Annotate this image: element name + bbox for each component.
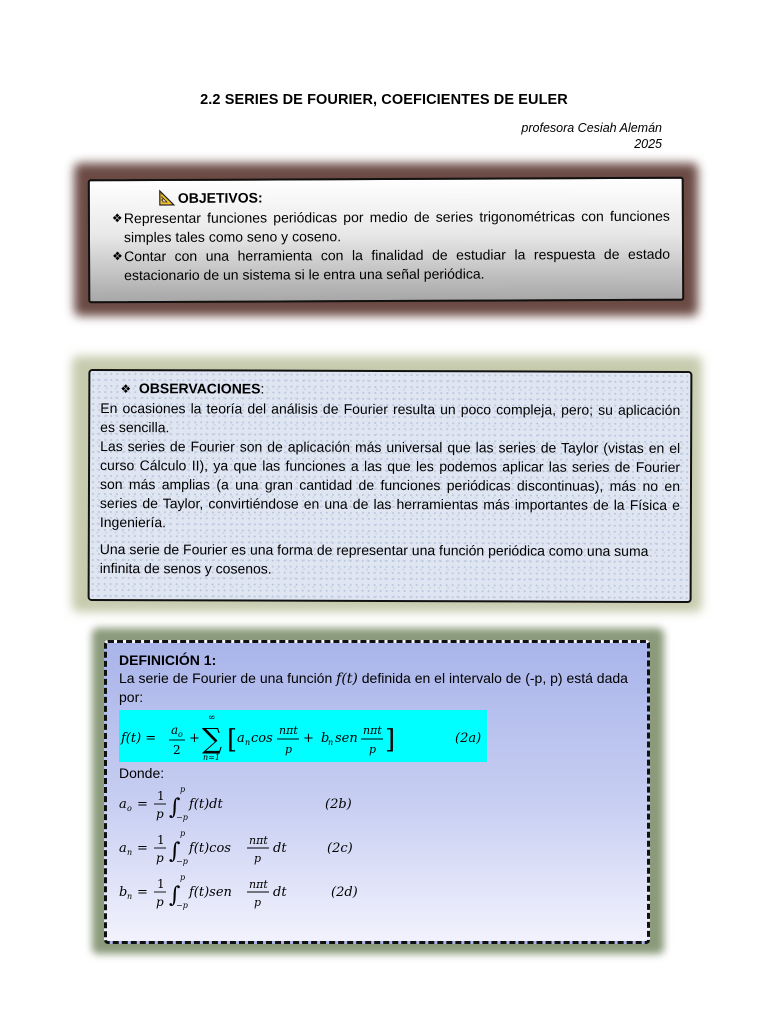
svg-text:p: p <box>156 807 164 821</box>
formula-an <box>119 829 353 866</box>
observaciones-heading: ❖ OBSERVACIONES: <box>120 380 265 397</box>
svg-text:nπt: nπt <box>279 724 298 737</box>
list-item <box>102 245 670 285</box>
svg-text:n: n <box>245 738 251 747</box>
definicion-heading: DEFINICIÓN 1: <box>119 652 217 668</box>
svg-text:p: p <box>156 895 164 909</box>
svg-text:p: p <box>254 852 262 865</box>
objetivos-box <box>88 177 685 304</box>
observaciones-heading-label: OBSERVACIONES <box>138 380 261 397</box>
svg-text:p: p <box>180 873 186 882</box>
svg-text:p: p <box>369 743 377 756</box>
label-2c: (2c) <box>327 841 353 856</box>
svg-text:n=1: n=1 <box>203 753 220 762</box>
formula-bn <box>119 873 358 910</box>
svg-text:2: 2 <box>173 743 181 757</box>
author-block <box>521 120 662 152</box>
svg-text:p: p <box>180 785 186 794</box>
page-title: 2.2 SERIES DE FOURIER, COEFICIENTES DE EULER <box>200 92 568 108</box>
diamond-bullet-icon: ❖ <box>111 211 123 226</box>
coefficient-formulas <box>119 782 637 916</box>
svg-text:nπt: nπt <box>249 878 268 891</box>
svg-text:+: + <box>303 731 314 746</box>
svg-text:=: = <box>137 797 148 812</box>
svg-text:a: a <box>119 841 127 856</box>
definicion-intro <box>119 669 637 706</box>
fourier-series-formula <box>119 710 487 762</box>
intro-function: f(t) <box>336 671 358 687</box>
svg-text:nπt: nπt <box>363 724 382 737</box>
svg-text:n: n <box>127 848 133 857</box>
svg-text:f(t)dt: f(t)dt <box>189 797 223 812</box>
observaciones-paragraph-2: Las series de Fourier son de aplicación más universal que las series de Taylor (vistas en el curso Cálculo II), ya que las funciones a las que les podemos aplicar las series de Fourier son más amplias (a una gran cantidad de funciones periódicas discontinuas), más no en series de Taylor, convirtiéndose en una de las herramientas más importantes de la Física e Ingeniería. <box>99 437 681 531</box>
svg-text:∫: ∫ <box>169 883 181 908</box>
svg-text:b: b <box>321 731 330 746</box>
svg-text:−p: −p <box>176 813 188 822</box>
label-2a: (2a) <box>455 731 482 746</box>
svg-text:sen: sen <box>335 731 358 746</box>
intro-text: La serie de Fourier de una función <box>119 670 337 686</box>
author-name: profesora Cesiah Alemán <box>521 121 662 135</box>
svg-text:1: 1 <box>157 877 165 891</box>
svg-text:f(t)cos: f(t)cos <box>189 841 231 856</box>
svg-text:b: b <box>119 885 128 900</box>
svg-text:1: 1 <box>157 833 165 847</box>
observaciones-paragraph-3: Una serie de Fourier es una forma de representar una función periódica como una suma infinita de senos y cosenos. <box>99 540 649 577</box>
observaciones-box <box>88 369 693 603</box>
objetivos-heading-label: OBJETIVOS: <box>177 189 263 206</box>
svg-text:=: = <box>137 885 148 900</box>
svg-text:nπt: nπt <box>249 834 268 847</box>
svg-text:−p: −p <box>176 901 188 910</box>
definicion-box <box>104 640 650 944</box>
list-item <box>102 207 670 247</box>
formula-a0 <box>119 785 352 822</box>
ruler-triangle-icon <box>158 189 176 207</box>
svg-text:+: + <box>189 731 200 746</box>
svg-text:o: o <box>178 730 183 739</box>
svg-text:∫: ∫ <box>169 795 181 820</box>
svg-text:dt: dt <box>273 885 287 900</box>
svg-text:p: p <box>156 851 164 865</box>
svg-text:dt: dt <box>273 841 287 856</box>
objetivo-text: Contar con una herramienta con la finalidad de estudiar la respuesta de estado estacionario de un sistema si le entra una señal periódica. <box>124 245 671 284</box>
label-2b: (2b) <box>325 797 352 812</box>
svg-text:f(t)sen: f(t)sen <box>189 885 232 900</box>
svg-text:a: a <box>237 731 245 746</box>
author-year: 2025 <box>634 137 662 151</box>
svg-text:−p: −p <box>176 857 188 866</box>
label-2d: (2d) <box>331 885 358 900</box>
diamond-bullet-icon: ❖ <box>120 382 132 397</box>
intro-text-end: definida en el intervalo de (-p, p) está dada por: <box>119 670 628 705</box>
svg-text:p: p <box>285 743 293 756</box>
svg-text:p: p <box>254 896 262 909</box>
svg-text:∫: ∫ <box>169 839 181 864</box>
svg-text:cos: cos <box>251 731 273 746</box>
observaciones-paragraph-1: En ocasiones la teoría del análisis de Fourier resulta un poco compleja, pero; su aplicación es sencilla. <box>100 399 681 436</box>
objetivos-list <box>102 207 670 285</box>
objetivo-text: Representar funciones periódicas por medio de series trigonométricas con funciones simples tales como seno y coseno. <box>123 207 670 246</box>
svg-text:o: o <box>127 804 132 813</box>
donde-label: Donde: <box>119 765 165 781</box>
svg-text:p: p <box>180 829 186 838</box>
svg-text:1: 1 <box>157 789 165 803</box>
svg-text:a: a <box>171 723 179 737</box>
svg-text:[: [ <box>227 725 238 755</box>
svg-text:f(t) =: f(t) = <box>121 731 157 746</box>
diamond-bullet-icon: ❖ <box>112 249 123 264</box>
svg-text:∞: ∞ <box>208 713 216 723</box>
svg-text:a: a <box>119 797 127 812</box>
svg-text:=: = <box>137 841 148 856</box>
svg-text:n: n <box>328 738 334 747</box>
svg-text:∑: ∑ <box>202 722 222 755</box>
svg-text:]: ] <box>385 725 396 755</box>
svg-text:n: n <box>127 892 133 901</box>
objetivos-heading <box>158 187 670 207</box>
